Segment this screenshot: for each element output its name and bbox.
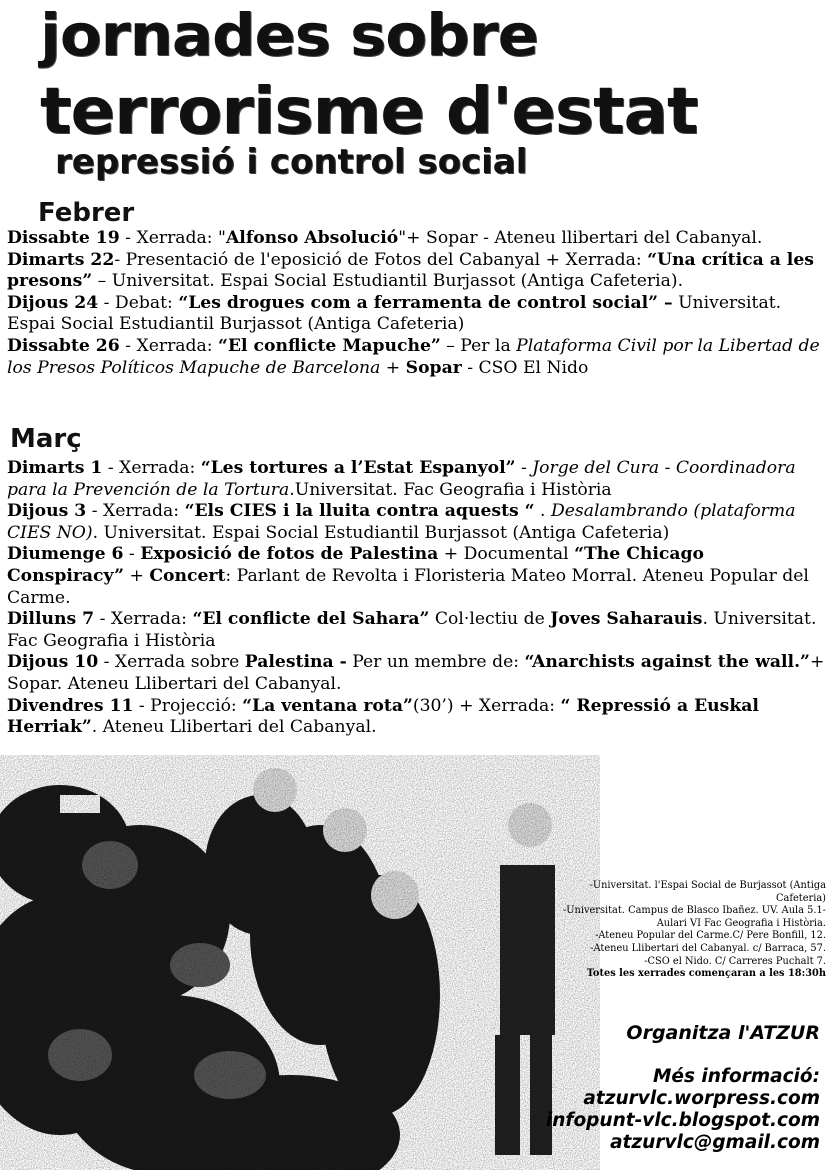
event-day: Dissabte 26 bbox=[7, 335, 120, 356]
event-day: Dijous 10 bbox=[7, 652, 99, 673]
event-item bbox=[7, 652, 825, 695]
more-info-label: Més informació: bbox=[653, 1066, 820, 1087]
event-text: Joves Saharauis bbox=[550, 609, 703, 630]
month-marc: Març bbox=[10, 424, 82, 454]
event-text: (30’) + Xerrada: bbox=[412, 695, 561, 716]
event-text: "+ Sopar - Ateneu llibertari del Cabanyal. bbox=[398, 228, 763, 248]
event-item bbox=[7, 544, 825, 609]
event-text: - bbox=[515, 458, 533, 478]
marc-events bbox=[7, 458, 825, 739]
title-line-2: terrorisme d'estat bbox=[40, 75, 698, 149]
event-text: Universitat. Fac Geografia i Història bbox=[294, 479, 612, 500]
event-day: Divendres 11 bbox=[7, 695, 134, 716]
event-day: Dissabte 19 bbox=[7, 228, 120, 248]
event-text: - Xerrada: bbox=[94, 609, 193, 630]
link-email[interactable]: atzurvlc@gmail.com bbox=[610, 1132, 820, 1153]
event-day: Dijous 24 bbox=[7, 292, 99, 313]
venues-note: Totes les xerrades començaran a les 18:30h bbox=[586, 968, 826, 980]
event-item bbox=[7, 696, 825, 739]
event-text: Jorge del Cura - Coordinadora para la Prevención de la Tortura. bbox=[7, 458, 796, 500]
event-text: – Per la bbox=[440, 335, 517, 356]
event-text: . Universitat. Fac Geografia i Història bbox=[7, 609, 817, 651]
month-febrer: Febrer bbox=[38, 198, 135, 228]
venue-1: -Universitat. l'Espai Social de Burjassot (Antiga Cafeteria) bbox=[589, 880, 826, 904]
event-text: - Debat: bbox=[98, 292, 179, 313]
event-text: - Xerrada: bbox=[86, 501, 185, 522]
event-text: + bbox=[380, 357, 406, 378]
venues-list bbox=[556, 880, 826, 981]
event-item bbox=[7, 336, 825, 379]
event-text: Concert bbox=[149, 565, 226, 586]
event-text: - CSO El Nido bbox=[461, 357, 589, 378]
event-day: Diumenge 6 bbox=[7, 544, 124, 565]
event-text: + Sopar. Ateneu Llibertari del Cabanyal. bbox=[7, 652, 825, 694]
event-text: + Documental bbox=[438, 544, 575, 565]
event-text: + bbox=[124, 565, 150, 586]
event-text: Plataforma Civil por la Libertad de los Presos Políticos Mapuche de Barcelona bbox=[7, 335, 820, 378]
venue-5: -CSO el Nido. C/ Carreres Puchalt 7. bbox=[644, 955, 826, 967]
organizer: Organitza l'ATZUR bbox=[626, 1022, 820, 1044]
event-text: “Els CIES i la lluita contra aquests “ bbox=[184, 501, 535, 522]
event-text: - Projecció: bbox=[133, 695, 243, 716]
event-item bbox=[7, 458, 825, 501]
event-text: Col·lectiu de bbox=[429, 609, 551, 630]
subtitle: repressió i control social bbox=[55, 142, 528, 182]
event-text: “Una crítica a les presons” bbox=[7, 249, 814, 292]
event-text: “Les tortures a l’Estat Espanyol” bbox=[200, 458, 516, 478]
venue-2: -Universitat. Campus de Blasco Ibañez. UV. Aula 5.1-Aulari VI Fac Geografia i Història. bbox=[562, 905, 826, 929]
event-item bbox=[7, 228, 825, 250]
event-text: : Parlant de Revolta i Floristeria Mateo Morral. Ateneu Popular del Carme. bbox=[7, 565, 809, 608]
event-text: – Universitat. Espai Social Estudiantil Burjassot (Antiga Cafeteria). bbox=[92, 271, 684, 292]
event-text: “Anarchists against the wall.” bbox=[524, 652, 810, 673]
event-text: Palestina - bbox=[244, 652, 347, 673]
event-text: “La ventana rota” bbox=[242, 695, 413, 716]
title-line-1: jornades sobre bbox=[40, 1, 538, 69]
event-text: Universitat. Espai Social Estudiantil Burjassot (Antiga Cafeteria) bbox=[7, 292, 782, 335]
event-text: Per un membre de: bbox=[346, 652, 525, 673]
more-info bbox=[546, 1066, 820, 1154]
event-text: . Ateneu Llibertari del Cabanyal. bbox=[91, 717, 377, 738]
event-day: Dijous 3 bbox=[7, 501, 87, 522]
event-text: “El conflicte del Sahara” bbox=[192, 609, 430, 630]
event-text: - Xerrada: bbox=[119, 335, 219, 356]
event-text: “ Repressió a Euskal Herriak” bbox=[7, 695, 759, 738]
event-text: . bbox=[534, 501, 551, 522]
event-text: - Xerrada: " bbox=[119, 228, 226, 248]
event-text: - bbox=[123, 544, 141, 565]
protest-photo bbox=[0, 755, 600, 1170]
event-text: Exposició de fotos de Palestina bbox=[140, 544, 439, 565]
event-text: “The Chicago Conspiracy” bbox=[7, 544, 705, 586]
event-item bbox=[7, 501, 825, 544]
event-text: . Universitat. Espai Social Estudiantil Burjassot (Antiga Cafeteria) bbox=[92, 522, 670, 543]
link-blogspot[interactable]: infopunt-vlc.blogspot.com bbox=[545, 1110, 820, 1131]
venue-4: -Ateneu Llibertari del Cabanyal. c/ Barraca, 57. bbox=[590, 942, 826, 954]
event-text: - Xerrada: bbox=[102, 458, 201, 478]
event-text: “El conflicte Mapuche” bbox=[218, 335, 441, 356]
event-text: Alfonso Absolució bbox=[225, 228, 399, 248]
febrer-events bbox=[7, 228, 825, 379]
event-text: Sopar bbox=[405, 357, 462, 378]
event-item bbox=[7, 293, 825, 336]
event-item bbox=[7, 250, 825, 293]
venue-3: -Ateneu Popular del Carme.C/ Pere Bonfill, 12. bbox=[595, 930, 826, 942]
event-item bbox=[7, 609, 825, 652]
event-text: - Presentació de l'eposició de Fotos del Cabanyal + Xerrada: bbox=[114, 249, 648, 270]
event-day: Dimarts 22 bbox=[7, 249, 115, 270]
link-wordpress[interactable]: atzurvlc.worpress.com bbox=[583, 1088, 820, 1109]
event-text: “Les drogues com a ferramenta de control social” – bbox=[178, 292, 673, 313]
event-day: Dilluns 7 bbox=[7, 609, 95, 630]
event-text: - Xerrada sobre bbox=[98, 652, 245, 673]
event-day: Dimarts 1 bbox=[7, 458, 103, 478]
event-text: Desalambrando (plataforma CIES NO) bbox=[7, 501, 796, 543]
